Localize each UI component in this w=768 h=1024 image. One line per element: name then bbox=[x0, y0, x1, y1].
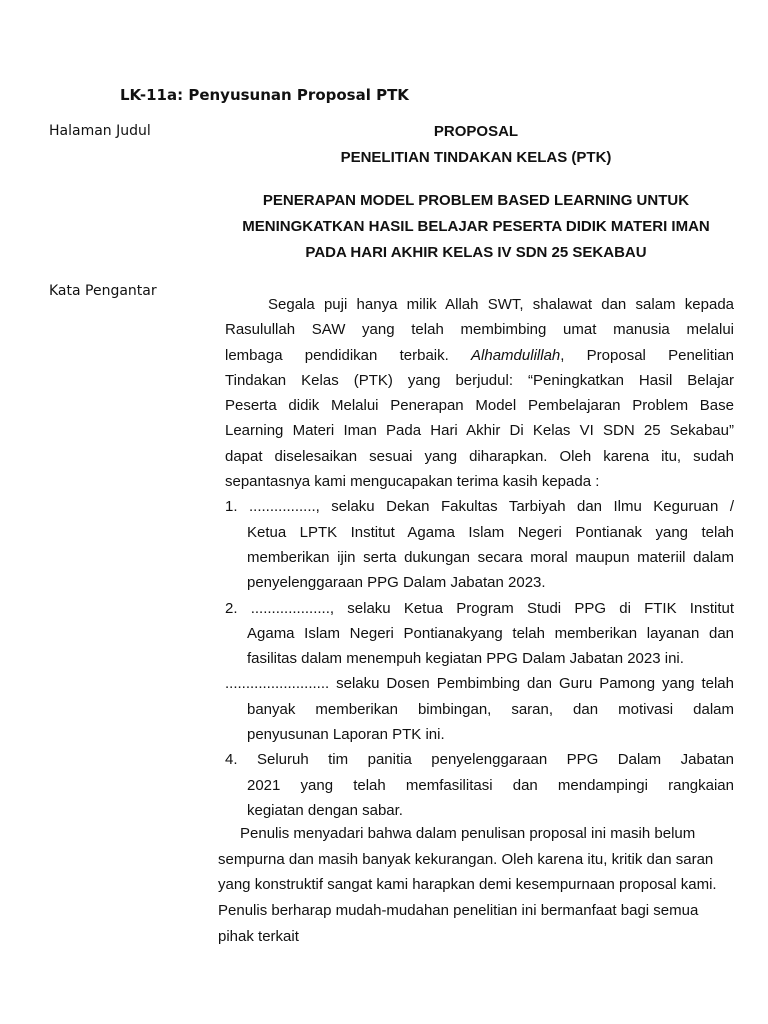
paragraph-line bbox=[225, 343, 734, 368]
proposal-title bbox=[218, 119, 734, 171]
list-item-line: penyusunan Laporan PTK ini. bbox=[247, 726, 445, 744]
paragraph-line: yang konstruktif sangat kami harapkan demi kesempurnaan proposal kami. bbox=[218, 876, 717, 894]
list-item-line: ......................... selaku Dosen Pembimbing dan Guru Pamong yang telah bbox=[225, 675, 734, 693]
paragraph-line: sepantasnya kami mengucapakan terima kasih kepada : bbox=[225, 473, 600, 491]
paragraph-text: lembaga pendidikan terbaik. bbox=[225, 346, 449, 364]
emphasis-text: Alhamdulillah bbox=[471, 346, 561, 364]
list-item-line: 1. ................, selaku Dekan Fakultas Tarbiyah dan Ilmu Keguruan / bbox=[225, 498, 734, 516]
paragraph-line: dapat diselesaikan sesuai yang diharapkan. Oleh karena itu, sudah bbox=[225, 447, 734, 465]
title-proposal: PROPOSAL bbox=[433, 123, 519, 140]
list-item-line: memberikan ijin serta dukungan secara moral maupun materiil dalam bbox=[247, 548, 734, 566]
paragraph-line: Segala puji hanya milik Allah SWT, shalawat dan salam kepada bbox=[268, 296, 734, 313]
paragraph-line: Penulis berharap mudah-mudahan penelitian ini bermanfaat bagi semua bbox=[218, 902, 699, 920]
list-item-line: Ketua LPTK Institut Agama Islam Negeri Pontianak yang telah bbox=[247, 523, 734, 541]
paragraph-line: Penulis menyadari bahwa dalam penulisan proposal ini masih belum bbox=[240, 825, 696, 842]
list-item-line: banyak memberikan bimbingan, saran, dan motivasi dalam bbox=[247, 700, 734, 718]
research-title-line: PENERAPAN MODEL PROBLEM BASED LEARNING UNTUK bbox=[262, 192, 690, 209]
list-item-line: 2021 yang telah memfasilitasi dan mendampingi rangkaian bbox=[247, 776, 734, 794]
paragraph-line: sempurna dan masih banyak kekurangan. Oleh karena itu, kritik dan saran bbox=[218, 850, 714, 868]
paragraph-line: Rasulullah SAW yang telah membimbing umat manusia melalui bbox=[225, 321, 734, 339]
label-halaman-judul: Halaman Judul bbox=[49, 123, 151, 139]
paragraph-line: Tindakan Kelas (PTK) yang berjudul: “Peningkatkan Hasil Belajar bbox=[225, 371, 734, 389]
research-title-line: PADA HARI AKHIR KELAS IV SDN 25 SEKABAU bbox=[305, 244, 647, 261]
research-title-line: MENINGKATKAN HASIL BELAJAR PESERTA DIDIK MATERI IMAN bbox=[242, 218, 710, 235]
title-ptk: PENELITIAN TINDAKAN KELAS (PTK) bbox=[340, 149, 612, 166]
document-heading: LK-11a: Penyusunan Proposal PTK bbox=[120, 86, 409, 104]
list-item-line: fasilitas dalam menempuh kegiatan PPG Dalam Jabatan 2023 ini. bbox=[247, 650, 684, 668]
list-item-line: penyelenggaraan PPG Dalam Jabatan 2023. bbox=[247, 574, 546, 592]
kata-pengantar-body bbox=[225, 292, 734, 823]
list-item-line: 4. Seluruh tim panitia penyelenggaraan PPG Dalam Jabatan bbox=[225, 751, 734, 769]
label-kata-pengantar: Kata Pengantar bbox=[49, 283, 157, 299]
closing-paragraph bbox=[218, 821, 738, 949]
paragraph-line: Learning Materi Iman Pada Hari Akhir Di Kelas VI SDN 25 Sekabau” bbox=[225, 422, 734, 440]
paragraph-line: pihak terkait bbox=[218, 927, 299, 945]
list-item-line: 2. ..................., selaku Ketua Program Studi PPG di FTIK Institut bbox=[225, 599, 734, 617]
paragraph-line: Peserta didik Melalui Penerapan Model Pembelajaran Problem Base bbox=[225, 397, 734, 415]
list-item-line: Agama Islam Negeri Pontianakyang telah memberikan layanan dan bbox=[247, 624, 734, 642]
list-item-line: kegiatan dengan sabar. bbox=[247, 801, 403, 819]
research-title bbox=[218, 188, 734, 266]
paragraph-text: , Proposal Penelitian bbox=[560, 346, 734, 364]
